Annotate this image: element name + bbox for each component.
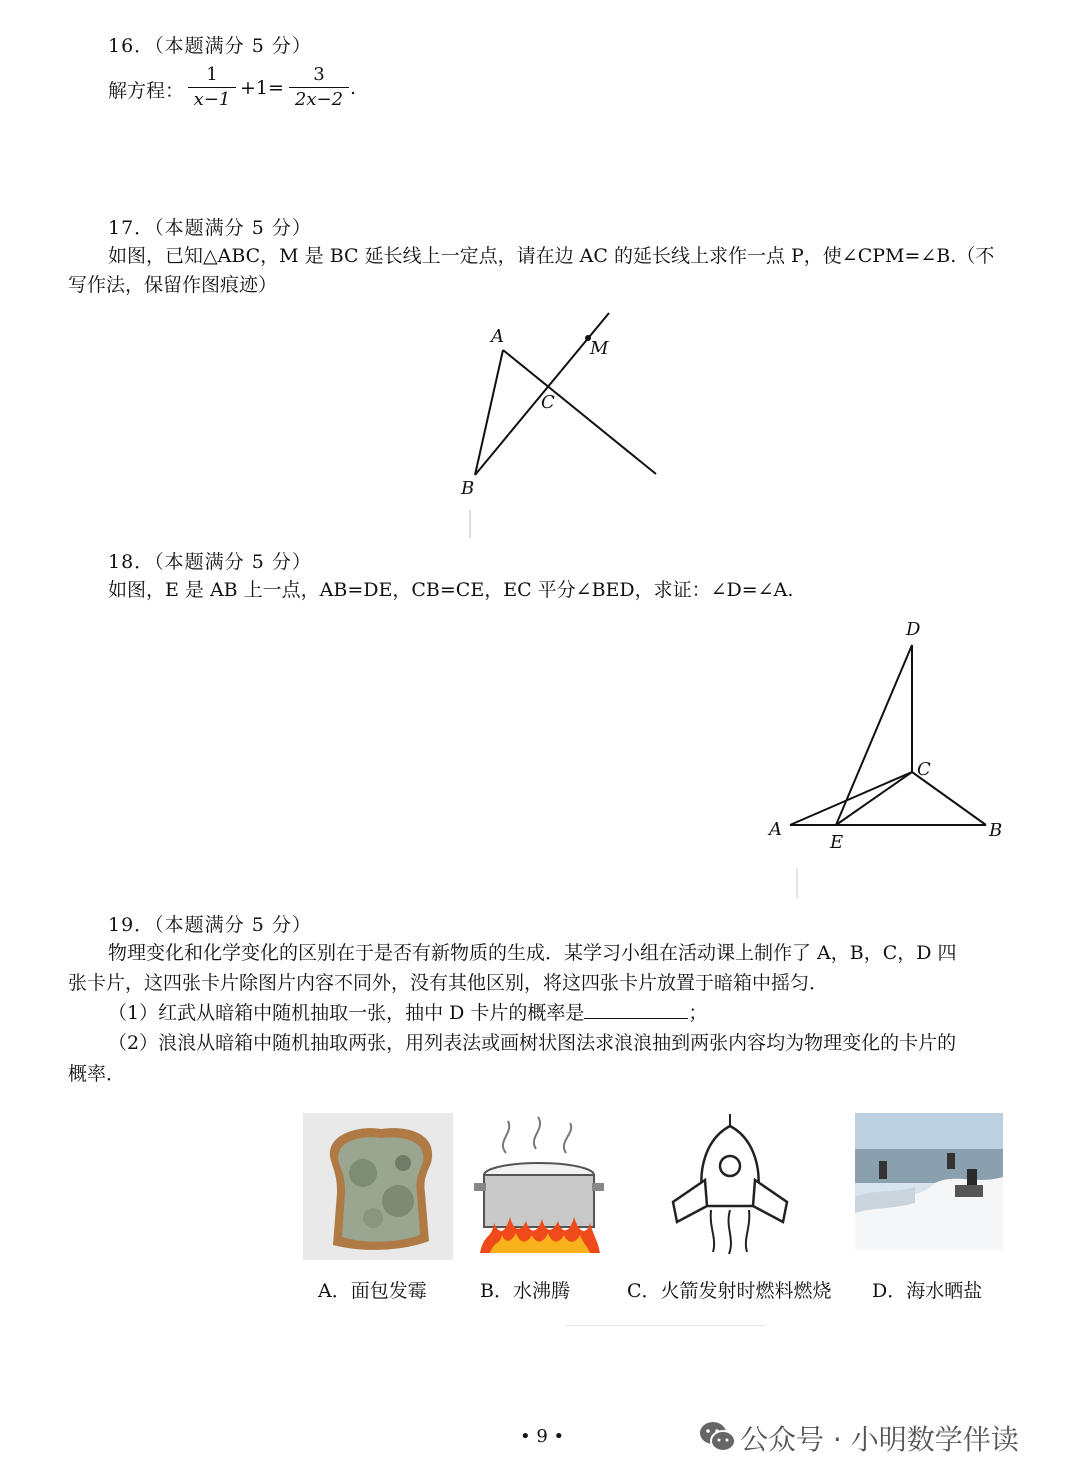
card-b-boiling-water-image (466, 1113, 613, 1260)
wechat-icon (698, 1419, 738, 1455)
q17-triangle-figure (440, 300, 680, 540)
q16-fraction-2 (289, 64, 349, 111)
q19-text-line-2: 张卡片，这四张卡片除图片内容不同外，没有其他区别，将这四张卡片放置于暗箱中摇匀． (68, 972, 829, 994)
q18-label-a: A (769, 819, 782, 840)
q17-text-line-2: 写作法，保留作图痕迹） (68, 274, 278, 296)
card-b-caption: B．水沸腾 (480, 1280, 570, 1302)
q18-label-d: D (906, 619, 921, 640)
q16-frac2-denominator: 2x−2 (294, 89, 344, 110)
divider (565, 1325, 765, 1326)
card-d-sea-salt-image (855, 1113, 1003, 1250)
q17-text-line-1: 如图，已知△ABC，M 是 BC 延长线上一定点，请在边 AC 的延长线上求作一点 P，使∠CPM=∠B.（不 (108, 245, 995, 267)
q19-part-1-text: （1）红武从暗箱中随机抽取一张，抽中 D 卡片的概率是 (108, 1002, 585, 1024)
q18-label-e: E (830, 832, 844, 853)
q19-part-2-line-2: 概率． (68, 1063, 126, 1085)
q16-fraction-1 (188, 64, 236, 111)
card-a-moldy-bread-image (303, 1113, 453, 1260)
q17-label-a: A (491, 326, 504, 347)
q17-label-m: M (590, 338, 609, 359)
q16-frac1-denominator: x−1 (193, 89, 231, 110)
watermark: 公众号 · 小明数学伴读 (740, 1423, 1019, 1456)
q17-label-b: B (461, 478, 475, 499)
q19-part-1-end: ； (688, 1002, 708, 1024)
q19-part-1 (108, 998, 707, 1028)
card-c-caption: C．火箭发射时燃料燃烧 (627, 1280, 832, 1302)
q16-heading: 16．（本题满分 5 分） (108, 35, 312, 57)
q16-prompt: 解方程： (108, 80, 185, 102)
q16-middle: +1= (240, 77, 284, 99)
q18-label-c: C (917, 759, 931, 780)
q16-end: . (350, 77, 357, 99)
q19-heading: 19．（本题满分 5 分） (108, 914, 312, 936)
q19-text-line-1: 物理变化和化学变化的区别在于是否有新物质的生成．某学习小组在活动课上制作了 A，B，C，D 四 (108, 942, 957, 964)
q19-answer-blank (584, 1000, 688, 1019)
q18-label-b: B (989, 820, 1003, 841)
q18-text-line-1: 如图，E 是 AB 上一点，AB=DE，CB=CE，EC 平分∠BED，求证：∠D=∠A. (108, 579, 794, 601)
q16-frac2-numerator: 3 (313, 64, 325, 85)
q18-triangle-figure (760, 610, 1020, 900)
q17-heading: 17．（本题满分 5 分） (108, 217, 312, 239)
q18-heading: 18．（本题满分 5 分） (108, 551, 312, 573)
card-c-rocket-image (655, 1110, 805, 1260)
card-a-caption: A．面包发霉 (318, 1280, 427, 1302)
q17-label-c: C (541, 392, 555, 413)
card-d-caption: D．海水晒盐 (872, 1280, 983, 1302)
q16-frac1-numerator: 1 (206, 64, 218, 85)
page-number: • 9 • (520, 1426, 565, 1447)
q19-part-2-line-1: （2）浪浪从暗箱中随机抽取两张，用列表法或画树状图法求浪浪抽到两张内容均为物理变化的卡片的 (108, 1032, 957, 1054)
